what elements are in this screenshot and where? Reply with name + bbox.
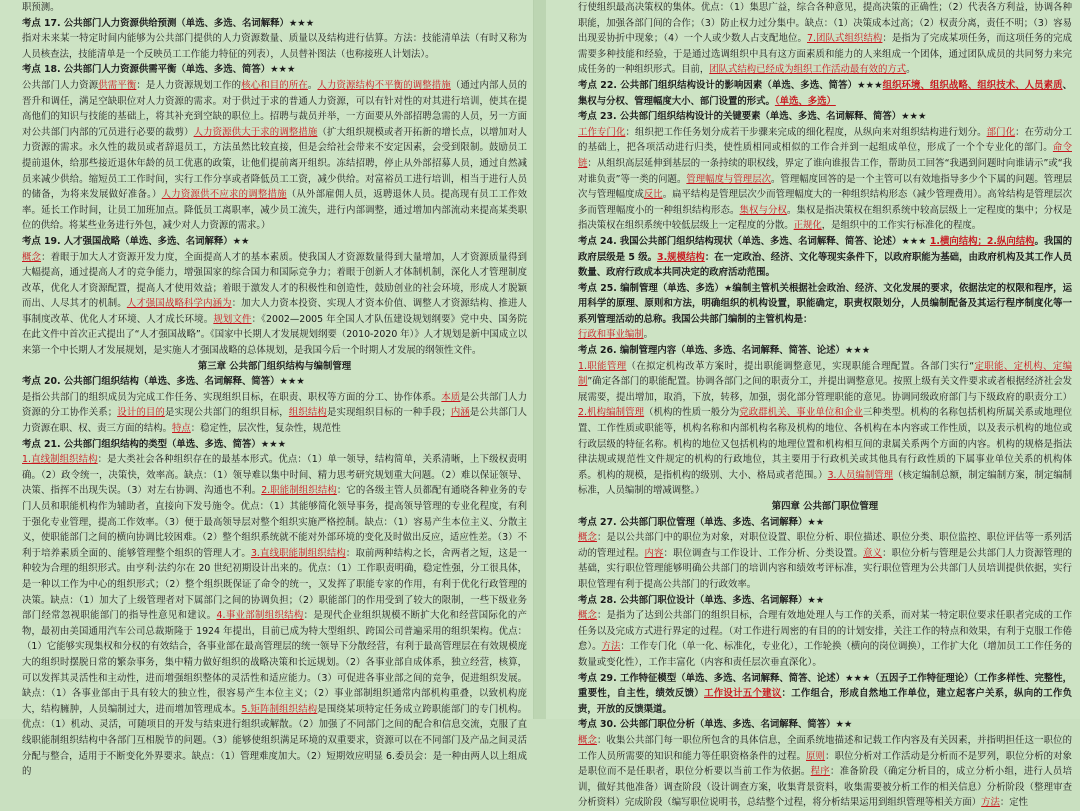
text-run: 是实现组织目标的一种手段；: [326, 407, 451, 419]
text-run: ：准备阶段（确定分析目的，成立分析小组，进行人员培训，做好其他准备）调查阶段（设计调查方案，收集背景资料，收集需要被分析工作的相关信息）分析阶段（整理审查分析资料）完成阶段（编写职位说明书，总结整个过程，将分析结果运用到组织管理等相关方面）: [578, 766, 1072, 809]
chapter-title: 第三章 公共部门组织结构与编制管理: [197, 360, 352, 372]
text-run: ：在劳动分工的基础上，把各项活动进行归类，使性质相同或相似的工作合并到一起组成单位，形成了一个个专业化的部门。: [578, 126, 1072, 154]
highlighted-term: 4.事业部制组织结构: [216, 610, 304, 622]
highlighted-term: 3.规模结构: [657, 251, 705, 263]
text-run: 考点 29. 工作特征模型（单选、多选、名词解释、简答、论述）★★★（五因子工作特征理论）（工作多样性、完整性，重要性，自主性，绩效反馈）: [578, 672, 1072, 700]
highlighted-term: 本质: [441, 391, 461, 403]
text-run: ：职位分析与管理是公共部门人力资源管理的基础，实行职位管理能够明确公共部门的培训内容和绩效考评标准，实行职位管理为公共部门人员培训提供依据，实行职位管理有利于提高公共部门的行政效率。: [578, 547, 1072, 590]
body-paragraph: [578, 327, 1072, 343]
highlighted-term: 部门化: [986, 126, 1016, 138]
text-run: （从外部雇佣人员，返聘退休人员。提高现有员工工作效率。延长工作时间，让员工加班加点。降低员工离职率，减少员工流失，进行内部调整，通过增加内部流动来提高某类职位的供给。将某些业务进行外包，减少对人力资源的需求。）: [22, 189, 527, 232]
highlighted-term: 2.职能制组织结构: [261, 485, 337, 497]
body-paragraph: [22, 390, 527, 437]
highlighted-term: 组织结构: [288, 407, 327, 419]
highlighted-term: 意义: [863, 547, 883, 559]
text-run: ：是人力资源规划工作的: [136, 79, 242, 91]
body-paragraph: [578, 530, 1072, 592]
text-run: 。扁平结构是管理层次少而管理幅度大的一种组织结构形态（减少管理费用）。高耸结构是管理层次多而管理幅度小的一种组织结构形态。: [578, 189, 1072, 216]
section-heading: [578, 671, 1072, 718]
section-heading: [578, 234, 1072, 281]
section-heading: 考点 17. 公共部门人力资源供给预测（单选、多选、名词解释）★★★: [22, 17, 315, 29]
text-run: ”确定各部门的职能配置。协调各部门之间的职责分工，并提出调整意见。按照上级有关文件要求或者根据经济社会发展需要，提出增加，取消，下放，转移，加强，弱化部分管理职能的意见。协调同级政府部门与下级政府的职责分工）: [578, 376, 1072, 403]
highlighted-term: 行政和事业编制: [578, 329, 644, 341]
highlighted-term: 核心和目的所在: [241, 79, 308, 91]
text-run: ：组织把工作任务划分成若干步骤来完成的细化程度，从纵向来对组织结构进行划分。: [625, 126, 987, 138]
highlighted-term: 内容: [644, 547, 664, 559]
body-paragraph: [578, 0, 1072, 78]
text-run: （核定编制总额，制定编制方案，制定编制标准，人员编制的增减调整。）: [578, 469, 1072, 497]
body-paragraph: [22, 452, 527, 779]
text-run: ：取前两种结构之长，舍两者之短，这是一种较为合理的组织形式。由亨利·法约尔在 20 世纪初期设计出来的。优点：（1）工作职责明确，稳定性强，分工很具体，是一种以工作为中心的组织形式；（2）整个组织既保证了命令的统一，又发挥了职能专家的作用，有利于优化行政管理的决策。缺点：（1）加大了上级管理者对下属部门之间的协调负担；（2）职能部门的作用受到了较大的限制，一些下级业务部门经常忽视职能部门的指导性意见和建议。: [22, 547, 527, 622]
highlighted-term: 原则: [806, 750, 826, 762]
highlighted-term: 人力资源供不应求的调整措施: [161, 189, 287, 201]
highlighted-term: 组织环境、组织战略、组织技术、人员素质: [882, 79, 1063, 91]
section-heading: 考点 20. 公共部门组织结构（单选、多选、名词解释、简答）★★★: [22, 376, 305, 388]
body-paragraph: [578, 608, 1072, 670]
body-paragraph: 职预测。: [22, 2, 60, 13]
highlighted-term: 内涵: [450, 407, 470, 419]
page-gutter: [534, 0, 546, 719]
highlighted-term: 工作设计五个建议: [704, 688, 782, 700]
highlighted-term: 概念: [22, 251, 42, 263]
section-heading: 考点 23. 公共部门组织结构设计的关键要素（单选、多选、名词解释、简答）★★★: [578, 111, 927, 123]
highlighted-term: （单选、多选）: [774, 95, 836, 107]
body-paragraph: [22, 250, 527, 359]
text-run: （通过内部人员的晋升和调任，满足空缺职位对人力资源的需求。对于供过于求的普通人力资源，可以有针对性的对其进行培训，使其在提高他们的知识与技能的基础上，将其补充到空缺的职位上。招聘与裁员并举，一方面要从外部招聘急需的人员，另一方面对公共部门内部的冗员进行必要的裁剪）: [22, 79, 527, 138]
text-run: 。: [643, 329, 654, 341]
text-run: 、集权与分权、管理幅度大小、部门设置的形式。: [578, 79, 1072, 107]
highlighted-term: 概念: [578, 532, 598, 544]
text-run: ：从组织高层延伸到基层的一条持续的职权线，界定了谁向谁报告工作，帮助员工回答“我遇到问题时向谁请示”或“我对谁负责”等一类的问题。: [578, 157, 1072, 185]
section-heading: 考点 30. 公共部门职位分析（单选、多选、名词解释、简答）★★: [578, 719, 853, 731]
text-run: 是公共部门人力资源在职、权、责三方面的结构。: [22, 407, 527, 435]
highlighted-term: 人才强国战略科学内涵为: [126, 298, 232, 310]
highlighted-term: 3.直线职能制组织结构: [250, 547, 346, 559]
text-run: 考点 24. 我国公共部门组织结构现状（单选、多选、名词解释、简答、论述）★★★: [578, 235, 930, 247]
text-run: ：是以公共部门中的职位为对象，对职位设置、职位分析、职位描述、职位分类、职位监控、职位评估等一系列活动的管理过程。: [578, 532, 1072, 559]
text-run: 。我国的政府层级是 5 级。: [578, 235, 1072, 263]
highlighted-term: 1.横向结构；2.纵向结构: [929, 235, 1035, 247]
highlighted-term: 概念: [578, 610, 598, 622]
section-heading: 考点 27. 公共部门职位管理（单选、多选、名词解释）★★: [578, 516, 825, 528]
text-run: ：在一定政治、经济、文化等现实条件下，以政府职能为基础，由政府机构及其工作人员数量、政府行政成本共同决定的政府活动范围。: [578, 251, 1072, 279]
text-run: ：是指为了完成某项任务，而这项任务的完成需要多种技能和经验，于是通过选调组织中具有这方面素质和能力的人来组成一个团体，通过团队成员的共同努力来完成任务的一种组织形式。目前，: [578, 33, 1072, 76]
text-run: 是公共部门人力资源的分工协作关系；: [22, 391, 527, 419]
text-run: 是实现公共部门的组织目标，: [164, 407, 289, 419]
text-run: 。集权是指决策权在组织系统中较高层级上一定程度的集中；分权是指决策权在组织系统中较低层级上一定程度的分散。: [578, 204, 1072, 232]
highlighted-term: 供需平衡: [98, 79, 137, 91]
highlighted-term: 人力资源结构不平衡的调整措施: [317, 79, 451, 91]
highlighted-term: 设计的目的: [117, 407, 165, 419]
text-run: ：《2002—2005 年全国人才队伍建设规划纲要》党中央、国务院在此文件中首次正式提出了“人才强国战略”。《国家中长期人才发展规划纲要（2010-2020 年）》人才规划是新中国成立以来第一个中长期人才发展规划，是实施人才强国战略的总体规划，是我国今后一个时期人才发展的纲领性文件。: [22, 313, 527, 357]
highlighted-term: 1.职能管理: [578, 360, 627, 372]
chapter-title: 第四章 公共部门职位管理: [771, 501, 879, 512]
text-run: ：定性: [999, 797, 1029, 809]
highlighted-term: 管理幅度与管理层次: [686, 173, 772, 185]
text-run: 公共部门人力资源: [22, 79, 99, 91]
section-heading: 考点 21. 公共部门组织结构的类型（单选、多选、简答）★★★: [22, 438, 286, 450]
highlighted-term: 工作专门化: [578, 126, 626, 138]
highlighted-term: 反比: [643, 189, 663, 201]
text-run: ：是指为了达到公共部门的组织目标，合理有效地处理人与工作的关系，而对某一特定职位要求任职者完成的工作任务以及完成方式进行界定的过程。（对工作进行周密的有目的的计划安排，关注工作的特点和效果，有利于克服工作倦怠）。: [578, 610, 1072, 653]
text-run: 。: [906, 64, 916, 76]
text-run: ：职位调查与工作设计、工作分析、分类设置。: [663, 547, 864, 559]
section-heading: 考点 28. 公共部门职位设计（单选、多选、名词解释）★★: [578, 594, 825, 606]
highlighted-term: 3.人员编制管理: [827, 469, 894, 481]
text-run: ：是现代企业组织规模不断扩大化和经营国际化的产物，最初由美国通用汽车公司总裁斯隆于 1924 年提出，目前已成为特大型组织、跨国公司普遍采用的组织架构。优点：（1）它能够实现集权和分权的有效结合，各事业部在最高管理层的统一领导下分散经营，有利于最高管理层在有效规模庞大的组织时摆脱日常的繁杂事务，集中精力做好组织的战略决策和长远规划。（2）各事业部自成体系，独立经营，核算，可以发挥其灵活性和主动性，进而增强组织整体的灵活性和适应能力。（3）可促进各事业部之间的竞争，促进组织发展。缺点：（1）各事业部由于具有较大的独立性，很容易产生本位主义；（2）事业部制组织通常内部机构重叠，以致机构庞大，结构臃肿，人员编制过大，进而增加管理成本。: [22, 610, 527, 715]
body-paragraph: [22, 78, 527, 234]
right-page: [546, 0, 1080, 809]
text-run: （扩大组织规模或者开拓新的增长点，以增加对人力资源的需求。永久性的裁员或者辞退员工，方法虽然比较直接，但是会给社会带来不安定因素，会受到限制。鼓励员工提前退休，给那些接近退休年龄的员工优惠的政策，让他们提前离开组织。冻结招聘，停止从外部招募人员，通过自然减员来减少供给。缩短员工工作时间，实行工作分享或者降低员工工资，减少供给。对富裕员工进行培训，相当于进行人员的储备，为将来发展做好准备。）: [22, 126, 527, 201]
text-run: ：是大类社会各种组织存在的最基本形式。优点：（1）单一领导，结构简单，关系清晰，上下级权责明确。（2）政令统一，决策快，效率高。缺点：（1）领导难以集中时间、精力思考研究规划重大问题。（2）难以保证领导、决策、指挥不出现失误。（3）对左右协调、沟通也不利。: [22, 454, 527, 497]
highlighted-term: 2.机构编制管理: [578, 407, 645, 419]
text-run: （机构的性质一般分为: [644, 407, 740, 419]
highlighted-term: 定职能、定机构、定编制: [578, 360, 1072, 388]
highlighted-term: 正规化: [793, 220, 822, 232]
text-run: ：收集公共部门每一职位所包含的具体信息，全面系统地描述和记载工作内容及有关因素，并指明担任这一职位的工作人员所需要的知识和能力等任职资格条件的过程。: [578, 734, 1072, 762]
text-run: ：职位分析对工作活动是分析而不是罗列，职位分析的对象是职位而不是任职者，职位分析要以当前工作为依据。: [578, 750, 1072, 778]
highlighted-term: 5.矩阵制组织结构: [241, 703, 318, 715]
highlighted-term: 概念: [578, 734, 598, 746]
text-run: 是围绕某项特定任务成立跨职能部门的专门机构。优点：（1）机动、灵活，可随项目的开发与结束进行组织或解散。（2）加强了不同部门之间的配合和信息交流，克服了直线职能制组织结构中各部门互相脱节的问题。（3）能够使组织满足环境的双重要求，资源可以在不同部门及产品之间灵活分配与整合，适用于不断变化外界要求。缺点：（1）管理难度加大。（2）短期效应明显 6.委员会：是一种由两人以上组成的: [22, 703, 527, 778]
text-run: 三种类型。机构的名称包括机构所属关系或地理位置、工作性质或职能等，机构名称和内部机构名称及机构的地位、各机构在本内容或工作性质，以及表示机构的地位或行政层级的特征名称。机构的地位又包括机构的地理位置和机构相互间的隶属关系两个方面的内容。机构的规格是指法律法规或规范性文件规定的机构的行政地位，其主要用于行政机关或其他具有行政性质的下属事业单位关系的机构体系。机构的规模，是指机构的级别、大小、格局或者范围。）: [578, 407, 1072, 481]
text-run: 是指公共部门的组织成员为完成工作任务、实现组织目标，在职责、职权等方面的分工、协作体系。: [22, 391, 442, 403]
body-paragraph: 指对未来某一特定时间内能够为公共部门提供的人力资源数量、质量以及结构进行估算。方法：技能清单法（有时又称为人员核查法，技能清单是一个反映员工工作能力特征的列表），人员替补图法（也称接班人计划法）。: [22, 33, 527, 60]
highlighted-term: 党政群机关、事业单位和企业: [739, 407, 863, 419]
highlighted-term: 1.直线制组织结构: [22, 454, 98, 466]
section-heading: 考点 19. 人才强国战略（单选、多选、名词解释）★★: [22, 235, 250, 247]
text-run: ：它的各级主管人员都配有通晓各种业务的专门人员和职能机构作为辅助者，直接向下发号施令。优点：（1）其能够简化领导事务，提高领导管理的专业化程度，有利于强化专业管理，提高工作效率。（3）便于最高领导层对整个组织实施严格控制。缺点：（1）容易产生本位主义、分散主义，使职能部门之间的横向协调比较困难。（2）整个组织系统就不能对外部环境的变化及时做出反应，适应性差。（3）不利于培养素质全面的、能够管理整个组织的管理人才。: [22, 485, 527, 559]
highlighted-term: 集权与分权: [739, 204, 788, 216]
text-run: ：工作专门化（单一化、标准化，专业化），工作轮换（横向的岗位调换），工作扩大化（增加员工工作任务的数量或变化性），工作丰富化（内容和责任层次垂直深化）。: [578, 641, 1072, 668]
text-run: ：着眼于加大人才资源开发力度，全面提高人才的基本素质。使我国人才资源数量得到大量增加，人才资源质量得到大幅提高，通过提高人才的竞争能力，增强国家的综合国力和国际竞争力；着眼于创新人才体制机制，深化人才管理制度改革，优化人才资源配置，提高人才使用效益；着眼于激发人才的积极性和创造性，鼓励创业的社会环境，形成人才脱颖而出、人尽其才的机制。: [22, 251, 527, 310]
left-page: [0, 0, 534, 778]
text-run: 考点 22. 公共部门组织结构设计的影响因素（单选、多选、简答）★★★: [578, 79, 883, 91]
section-heading: 考点 18. 公共部门人力资源供需平衡（单选、多选、简答）★★★: [22, 64, 296, 76]
text-run: ：工作组合，形成自然地工作单位，建立起客户关系，纵向的工作负责，开放的反馈渠道。: [578, 688, 1072, 715]
highlighted-term: 规划文件: [213, 313, 252, 325]
highlighted-term: 方法: [981, 797, 1000, 809]
highlighted-term: 特点: [172, 423, 191, 435]
text-run: 。: [307, 79, 318, 91]
highlighted-term: 命令链: [578, 142, 1072, 169]
section-heading: [578, 78, 1072, 109]
section-heading: 考点 25. 编制管理（单选、多选）★编制主管机关根据社会政治、经济、文化发展的要求，依据法定的权限和程序，运用科学的原理、原则和方法，明确组织的机构设置，职能确定，职责权限划分，人员编制配备及其运行程序制度化等一系列管理活动的总称。我国公共部门编制的主管机构是：: [578, 282, 1072, 325]
body-paragraph: [578, 125, 1072, 234]
body-paragraph: [578, 733, 1072, 811]
text-run: 行使组织最高决策权的集体。优点：（1）集思广益，综合各种意见，提高决策的正确性；（2）代表各方利益，协调各种职能，加强各部门间的合作；（3）防止权力过分集中。缺点：（1）决策成本过高；（2）权责分离，责任不明；（3）容易出现妥协折中现象；（4）一个人或少数人占支配地位。: [578, 2, 1072, 45]
highlighted-term: 程序: [810, 766, 830, 778]
text-run: ：加大人力资本投资、实现人才资本价值、调整人才资源结构、推进人事制度改革、优化人才环境、人才成长环境。: [22, 298, 527, 325]
highlighted-term: 7.团队式组织结构: [806, 33, 883, 45]
text-run: ：稳定性，层次性，复杂性，规范性: [190, 423, 341, 435]
text-run: （在拟定机构改革方案时，提出职能调整意见，实现职能合理配置。各部门实行“: [626, 360, 975, 372]
section-heading: 考点 26. 编制管理内容（单选、多选、名词解释、简答、论述）★★★: [578, 345, 871, 357]
body-paragraph: [578, 359, 1072, 499]
text-run: ，是组织中的工作实行标准化的程度。: [821, 220, 982, 232]
text-run: 。管理幅度回答的是一个主管可以有效地指导多少个下属的问题。管理层次与管理幅度成: [578, 173, 1072, 201]
highlighted-term: 人力资源供大于求的调整措施: [193, 126, 318, 138]
highlighted-term: 团队式结构已经成为组织工作活动最有效的方式: [709, 64, 907, 76]
highlighted-term: 方法: [601, 641, 621, 653]
